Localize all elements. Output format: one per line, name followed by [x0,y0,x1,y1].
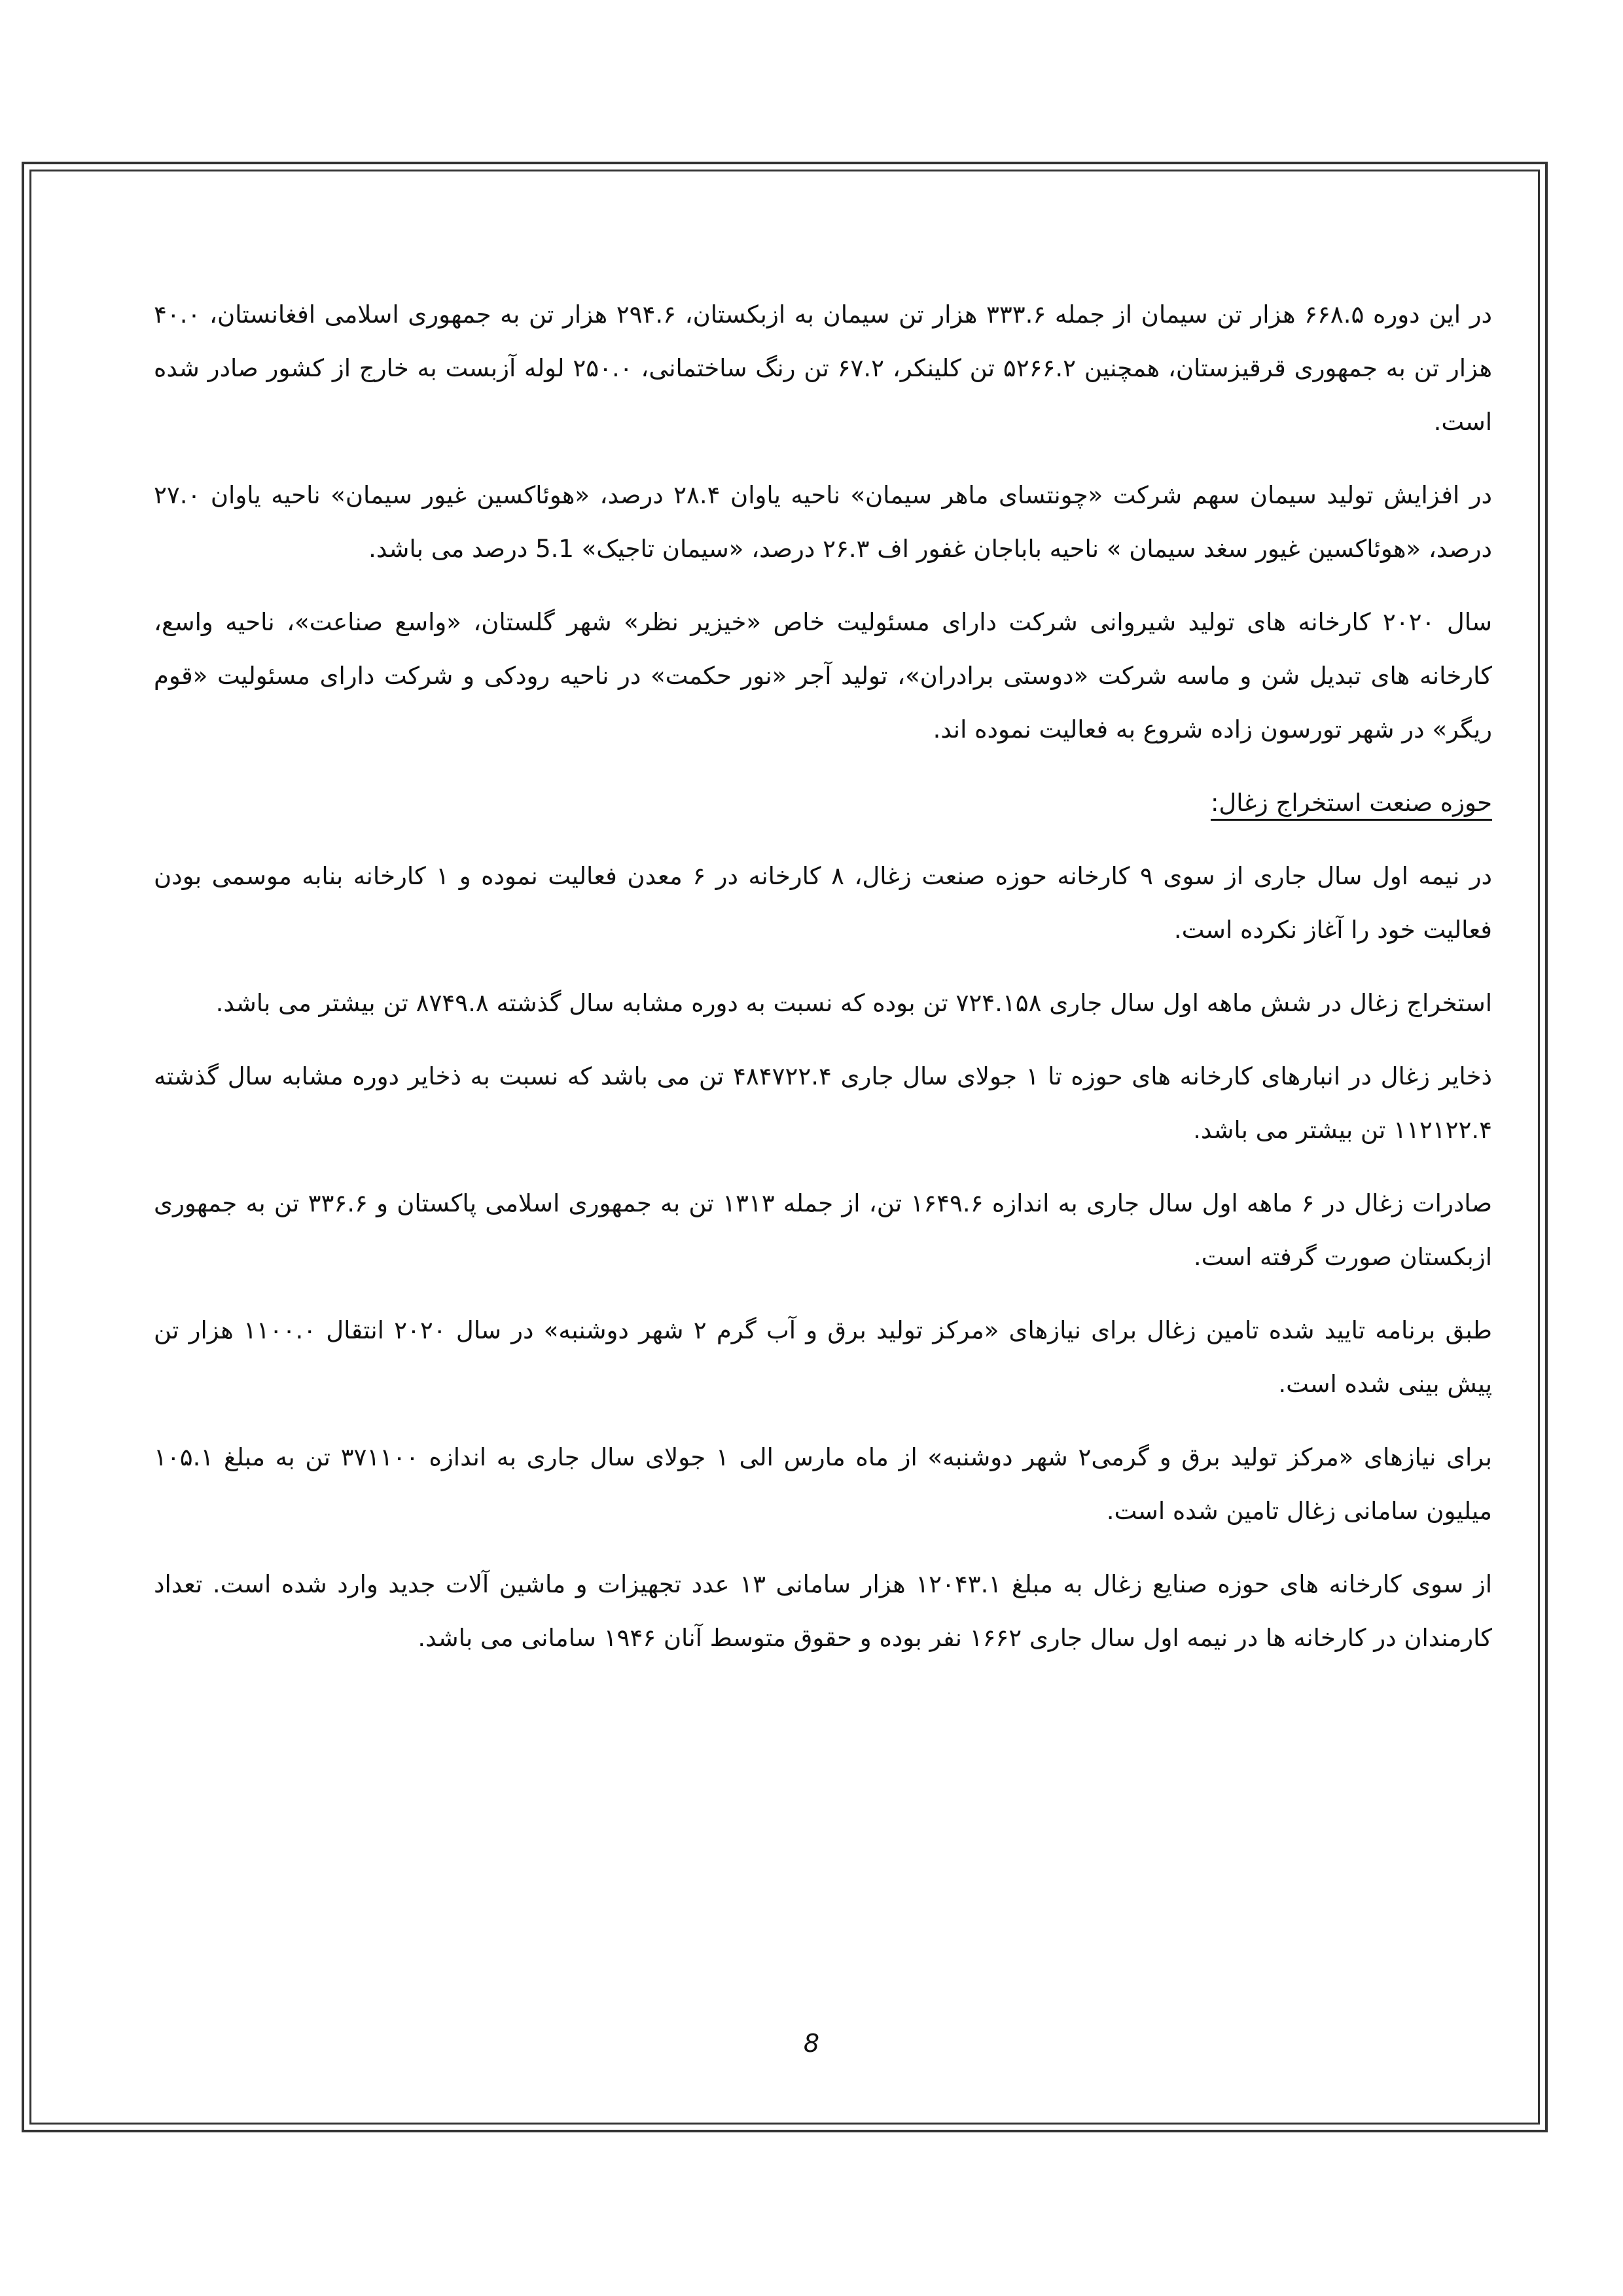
paragraph-coal-exports: صادرات زغال در ۶ ماهه اول سال جاری به اندازه ۱۶۴۹.۶ تن، از جمله ۱۳۱۳ تن به جمهوری اسلامی پاکستان و ۳۳۶.۶ تن به جمهوری ازبکستان صورت گرفته است. [154,1189,1492,1271]
document-body [154,288,1492,1685]
paragraph-new-factories: سال ۲۰۲۰ کارخانه های تولید شیروانی شرکت دارای مسئولیت خاص «خیزیر نظر» شهر گلستان، «واسع صناعت»، ناحیه واسع، کارخانه های تبدیل شن و ماسه شرکت «دوستی برادران»، تولید آجر «نور حکمت» در ناحیه رودکی و شرکت دارای مسئولیت «قوم ریگر» در شهر تورسون زاده شروع به فعالیت نموده اند. [154,608,1492,744]
paragraph-coal-extraction: استخراج زغال در شش ماهه اول سال جاری ۷۲۴.۱۵۸ تن بوده که نسبت به دوره مشابه سال گذشته ۸۷۴۹.۸ تن بیشتر می باشد. [215,989,1492,1017]
paragraph-coal-reserves: ذخایر زغال در انبارهای کارخانه های حوزه تا ۱ جولای سال جاری ۴۸۴۷۲۲.۴ تن می باشد که نسبت به ذخایر دوره مشابه سال گذشته ۱۱۲۱۲۲.۴ تن بیشتر می باشد. [154,1062,1492,1144]
paragraph-coal-supply-plan: طبق برنامه تایید شده تامین زغال برای نیازهای «مرکز تولید برق و آب گرم ۲ شهر دوشنبه» در سال ۲۰۲۰ انتقال ۱۱۰۰.۰ هزار تن پیش بینی شده است. [154,1316,1493,1398]
paragraph-cement-exports: در این دوره ۶۶۸.۵ هزار تن سیمان از جمله ۳۳۳.۶ هزار تن سیمان به ازبکستان، ۲۹۴.۶ هزار تن به جمهوری اسلامی افغانستان، ۴۰.۰ هزار تن به جمهوری قرقیزستان، همچنین ۵۲۶۶.۲ تن کلینکر، ۶۷.۲ تن رنگ ساختمانی، ۲۵۰.۰ لوله آزبست به خارج از کشور صادر شده است. [154,300,1492,436]
page-number: 8 [803,2029,820,2058]
paragraph-coal-supply-dushanbe: برای نیازهای «مرکز تولید برق و گرمی۲ شهر دوشنبه» از ماه مارس الی ۱ جولای سال جاری به اندازه ۳۷۱۱۰۰ تن به مبلغ ۱۰۵.۱ میلیون سامانی زغال تامین شده است. [154,1443,1492,1525]
paragraph-equipment-employees: از سوی کارخانه های حوزه صنایع زغال به مبلغ ۱۲۰۴۳.۱ هزار سامانی ۱۳ عدد تجهیزات و ماشین آلات جدید وارد شده است. تعداد کارمندان در کارخانه ها در نیمه اول سال جاری ۱۶۶۲ نفر بوده و حقوق متوسط آنان ۱۹۴۶ سامانی می باشد. [154,1570,1492,1652]
paragraph-cement-production-share: در افزایش تولید سیمان سهم شرکت «چونتسای ماهر سیمان» ناحیه یاوان ۲۸.۴ درصد، «هوئاکسین غیور سیمان» ناحیه یاوان ۲۷.۰ درصد، «هوئاکسین غیور سغد سیمان » ناحیه باباجان غفور اف ۲۶.۳ درصد، «سیمان تاجیک» 5.1 درصد می باشد. [154,481,1492,563]
section-heading-coal-mining: حوزه صنعت استخراج زغال: [1210,789,1492,817]
paragraph-coal-factories: در نیمه اول سال جاری از سوی ۹ کارخانه حوزه صنعت زغال، ۸ کارخانه در ۶ معدن فعالیت نموده و ۱ کارخانه بنابه موسمی بودن فعالیت خود را آغاز نکرده است. [154,862,1492,944]
